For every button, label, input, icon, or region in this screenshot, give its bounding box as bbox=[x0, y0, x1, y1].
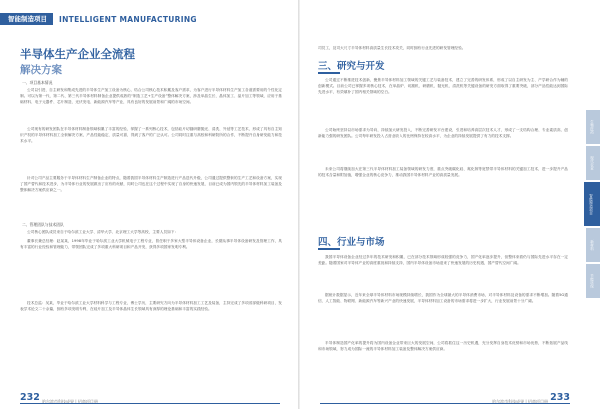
section4-paragraph-2: 据统计数据显示，近年来全球半导体材料市场规模持续增长，我国作为全球最大的半导体消费市场，对半导体材料及设备的需求不断增加。随着5G通信、人工智能、物联网、新能源汽车等新兴产业的快速发展，半导体材料加工设备的市场需求将进一步扩大，行业发展前景十分广阔。 bbox=[318, 293, 568, 304]
section2-heading: 二、管理团队与技术团队 bbox=[22, 222, 64, 227]
left-footer-rule bbox=[20, 403, 280, 404]
side-tab[interactable]: 新材料 bbox=[586, 228, 600, 262]
right-footer-text: 哈尔滨市科技成果 | 招商项目册 bbox=[492, 399, 548, 404]
right-footer bbox=[320, 394, 570, 404]
section1-heading: 一、项目基本情况 bbox=[22, 80, 53, 85]
carryover-paragraph: 司员工，及司大尺寸半导体材料高质量生长技术攻关，同时拥有行业先进的研发管理经验。 bbox=[318, 46, 466, 50]
section2-paragraph-1: 董事长兼总经理：赵某某，1998年毕业于哈尔滨工业大学机械电子工程专业，曾任职于多家大型半导体设备企业，长期从事半导体设备研发及管理工作，具有丰富的行业经验和管理能力，带领团队完成了多项重大科研项目和产品开发，获得多项国家发明专利。 bbox=[20, 239, 282, 250]
left-footer-text: 哈尔滨市科技成果 | 招商项目册 bbox=[42, 399, 98, 404]
section1-paragraph-1: 公司以引进、自主研发和集成先进的半导体生产加工设备为核心，结合公司核心技术积累及客户需求，为客户进行半导体材料生产加工各道需要用的个性化定制。可以为第一代、第二代、第三代半导体材料制备企业提供成熟的“制造工艺+生产设备”整体解决方案，涉及单晶生长、晶体加工、晶片加工等领域，应用于基础材料、电子元器件、芯片制造、光伏发电、新能源汽车等产业，具有良好的发展前景和广阔的市场空间。 bbox=[20, 88, 282, 105]
header-text: INTELLIGENT MANUFACTURING bbox=[59, 14, 197, 24]
section2-paragraph-2: 技术总监：吴某，毕业于哈尔滨工业大学材料科学与工程专业，博士学历，主要研究方向为半导体材料加工工艺及装备，主持完成了多项省部级科研项目，发表学术论文二十余篇，拥有多项发明专利，在硅片加工及半导体晶体生长领域具有深厚的理论基础和丰富的实践经验。 bbox=[20, 301, 282, 312]
header-tag: 智能制造项目 bbox=[0, 13, 53, 25]
section1-paragraph-2: 公司现有的研发团队在半导体材料制备领域积累了丰富的经验，掌握了一系列核心技术，包括硅片切割研磨抛光、清洗、外延等工艺技术，形成了具有自主知识产权的半导体材料加工全套解决方案，产品性能稳定、质量可靠，得到了客户的广泛认可。公司同时注重与高校和科研院所的合作，不断提升自身研发能力和技术水平。 bbox=[20, 127, 282, 144]
section4-title: 四、行业与市场 bbox=[318, 237, 385, 248]
side-tab[interactable]: 节能环保 bbox=[586, 264, 600, 298]
section4-paragraph-1: 我国半导体设备企业经过多年的技术研发和积累，已在部分技术领域形成较强的竞争力，国产化率逐步提升，但整体来看仍与国际先进水平存在一定差距。随着国家对半导体产业的高度重视和持续支持，国内半导体设备市场迎来了快速发展的历史机遇，国产替代空间广阔。 bbox=[318, 255, 568, 266]
section3-paragraph-3: 未来公司将继续加大在第三代半导体材料加工装备领域的研发力度，重点突破碳化硅、氮化镓等宽禁带半导体材料的关键加工技术，进一步提升产品的技术含量和附加值，增强企业的核心竞争力，推动我国半导体材料产业的高质量发展。 bbox=[318, 167, 568, 178]
right-page bbox=[300, 0, 600, 409]
side-tab-strip bbox=[586, 0, 600, 409]
section1-paragraph-3: 针对公司产品主要服务于半导体材料生产制备企业的特点，随着我国半导体材料生产制造进行产品迭代升级，公司通过提供整套的生产工艺和设备方案，实现了国产替代和技术进步，为半导体行业的发展做出了应有的贡献，同时公司也在这个过程中实现了自身的快速发展，目前已成为国内领先的半导体材料加工装备及整体解决方案供应商之一。 bbox=[20, 176, 282, 193]
section3-underline bbox=[318, 72, 340, 74]
left-page-number: 232 bbox=[20, 392, 40, 403]
left-footer bbox=[20, 394, 280, 404]
side-tab[interactable]: 生物医药 bbox=[586, 110, 600, 144]
section4-underline bbox=[318, 248, 340, 250]
page-title: 半导体生产企业全流程 bbox=[20, 47, 135, 61]
right-page-number: 233 bbox=[550, 392, 570, 403]
side-tab-active[interactable]: 智能制造项目 bbox=[584, 182, 600, 226]
section4-paragraph-3: 半导体制造国产化率的提升将为国内设备企业带来巨大的发展空间，公司将抓住这一历史机遇，充分发挥自身技术优势和市场优势，不断拓展产品线和市场领域，努力成为国际一流的半导体材料加工装备及整体解决方案供应商。 bbox=[318, 341, 568, 352]
section3-title: 三、研究与开发 bbox=[318, 61, 385, 72]
page-subtitle: 解决方案 bbox=[20, 64, 62, 76]
section3-paragraph-2: 公司始终坚持以市场需求为导向，持续加大研发投入，不断完善研发平台建设，引进和培养高层次技术人才，形成了一支结构合理、专业素质高、创新能力强的研发团队。公司每年研发投入占营业收入的比例保持在较高水平，为企业的持续发展提供了有力的技术支撑。 bbox=[318, 128, 568, 139]
side-tab[interactable]: 现代农业 bbox=[586, 146, 600, 180]
section3-paragraph-1: 公司通过不断推进技术创新，聚焦半导体材料加工领域的关键工艺与装备技术，建立了完善的研发体系，形成了以自主研发为主、产学研合作为辅的创新模式。目前公司已掌握多项核心技术，在单晶炉、切割机、研磨机、抛光机、清洗机等关键设备的研发方面取得了重要突破，部分产品性能达到国际先进水平，有效填补了国内相关领域的空白。 bbox=[318, 78, 568, 95]
section2-subtitle: 公司核心团队成员来自于哈尔滨工业大学、清华大学、北京理工大学等高校，主要人员如下： bbox=[27, 230, 179, 234]
section-header bbox=[0, 13, 197, 25]
right-footer-rule bbox=[320, 403, 570, 404]
